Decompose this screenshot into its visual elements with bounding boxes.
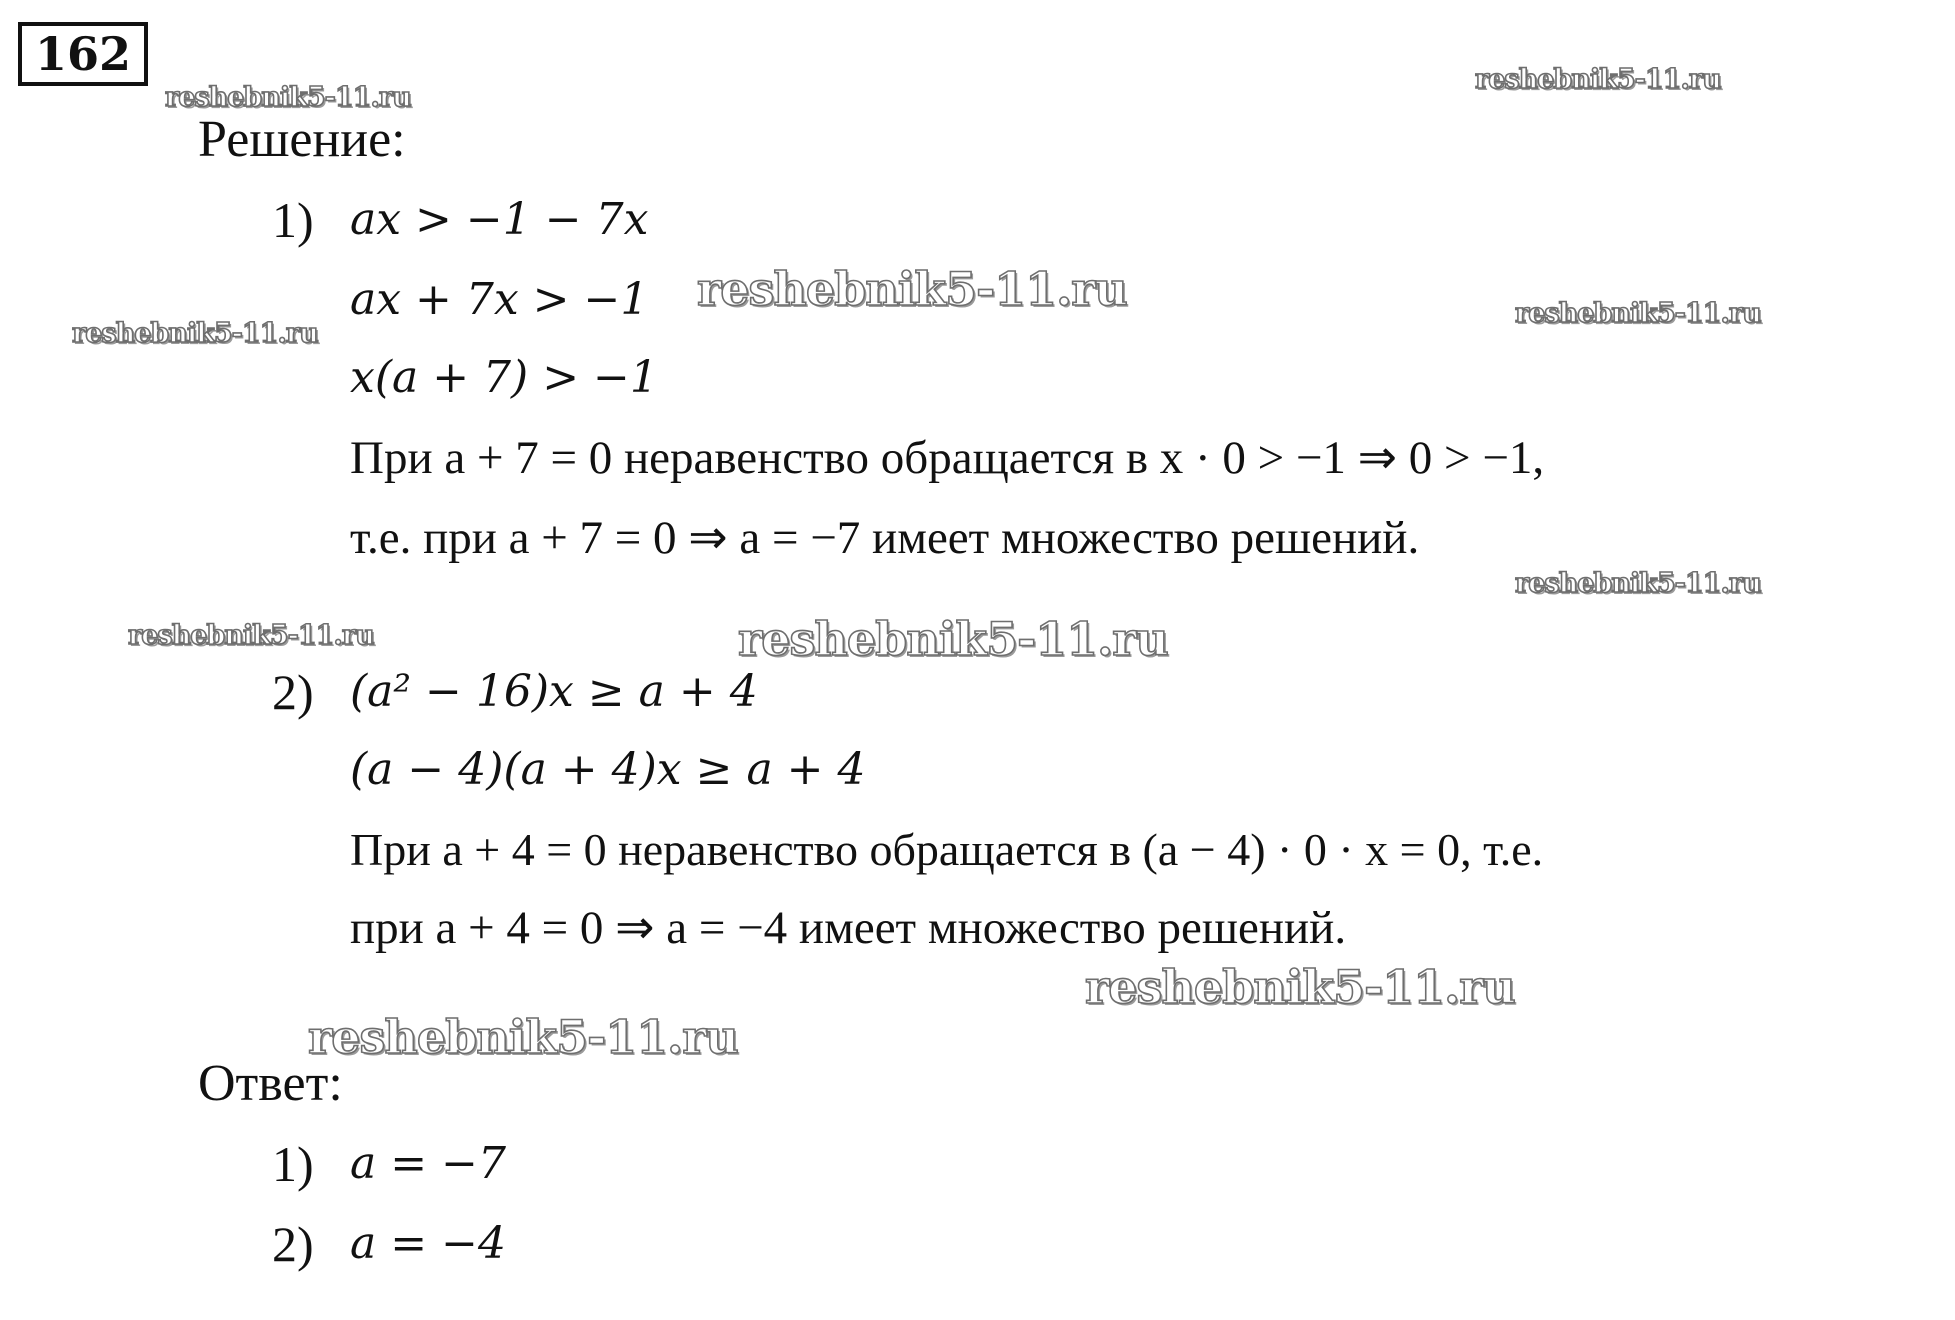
watermark: reshebnik5-11.ru bbox=[1515, 568, 1761, 599]
watermark: reshebnik5-11.ru bbox=[308, 1010, 738, 1064]
watermark: reshebnik5-11.ru bbox=[1475, 64, 1721, 95]
watermark: reshebnik5-11.ru bbox=[697, 262, 1127, 316]
solution-heading: Решение: bbox=[198, 111, 406, 168]
watermark: reshebnik5-11.ru bbox=[72, 318, 318, 349]
part2-label: 2) bbox=[272, 664, 314, 720]
part1-line-5: т.е. при a + 7 = 0 ⇒ a = −7 имеет множество решений. bbox=[350, 512, 1420, 564]
part1-label: 1) bbox=[272, 192, 314, 248]
answer-heading: Ответ: bbox=[198, 1055, 343, 1112]
watermark: reshebnik5-11.ru bbox=[738, 612, 1168, 666]
watermark: reshebnik5-11.ru bbox=[128, 620, 374, 651]
answer-2-label: 2) bbox=[272, 1216, 314, 1272]
part1-line-3: x(a + 7) > −1 bbox=[350, 352, 658, 403]
part2-line-1: (a² − 16)x ≥ a + 4 bbox=[350, 666, 758, 717]
answer-1-value: a = −7 bbox=[350, 1138, 506, 1189]
watermark: reshebnik5-11.ru bbox=[1085, 960, 1515, 1014]
watermark: reshebnik5-11.ru bbox=[165, 82, 411, 113]
problem-number: 162 bbox=[18, 22, 148, 86]
part1-line-1: ax > −1 − 7x bbox=[350, 194, 649, 245]
part2-line-3: При a + 4 = 0 неравенство обращается в (a − 4) · 0 · x = 0, т.е. bbox=[350, 824, 1544, 875]
part2-line-2: (a − 4)(a + 4)x ≥ a + 4 bbox=[350, 744, 866, 795]
answer-1-label: 1) bbox=[272, 1136, 314, 1192]
answer-2-value: a = −4 bbox=[350, 1218, 506, 1269]
part1-line-4: При a + 7 = 0 неравенство обращается в x · 0 > −1 ⇒ 0 > −1, bbox=[350, 432, 1545, 484]
watermark: reshebnik5-11.ru bbox=[1515, 298, 1761, 329]
part1-line-2: ax + 7x > −1 bbox=[350, 274, 649, 325]
part2-line-4: при a + 4 = 0 ⇒ a = −4 имеет множество решений. bbox=[350, 902, 1347, 954]
